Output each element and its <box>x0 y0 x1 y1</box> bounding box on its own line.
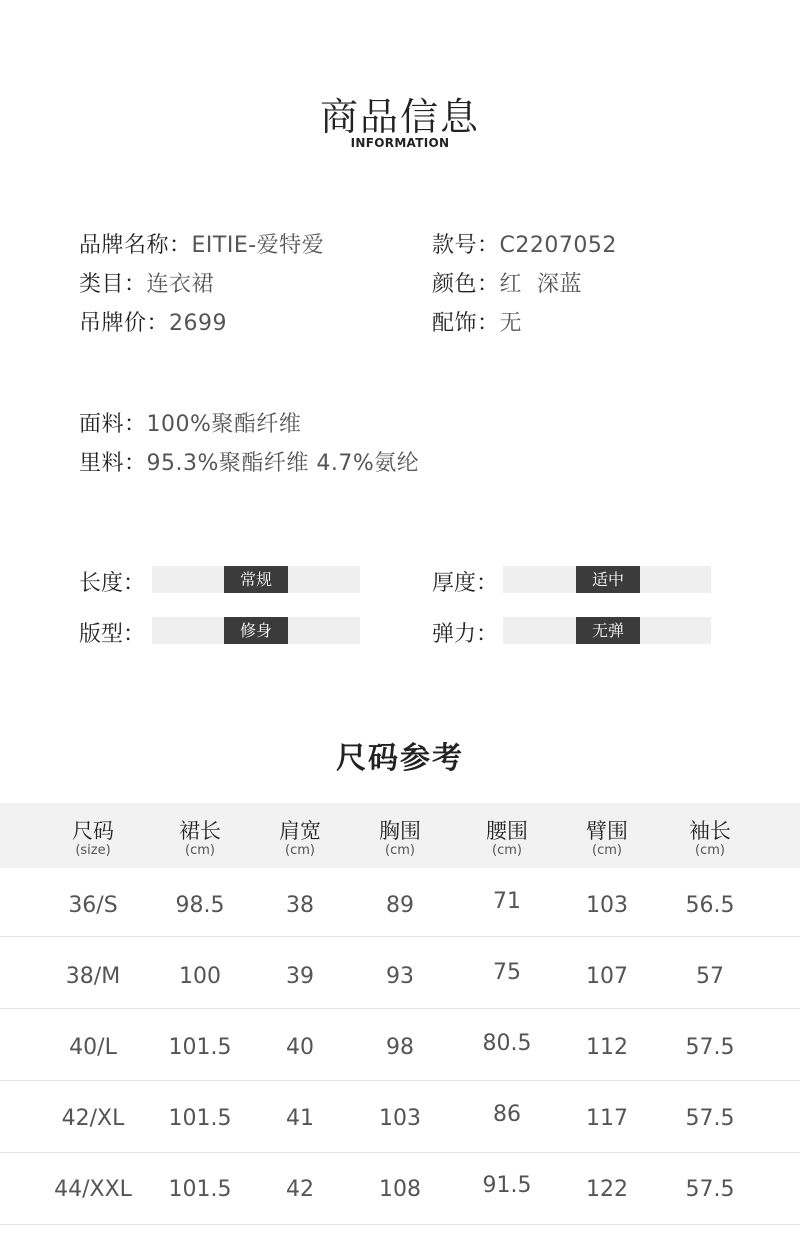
lining-fabric-label: 里料： <box>79 451 147 476</box>
table-cell: 100 <box>179 964 221 989</box>
category-value: 连衣裙 <box>146 272 215 297</box>
table-cell: 122 <box>586 1177 628 1202</box>
lining-fabric-row <box>79 446 419 477</box>
accessory-label: 配饰： <box>432 311 500 336</box>
table-cell: 101.5 <box>168 1035 232 1060</box>
page-subtitle: INFORMATION <box>350 136 450 150</box>
outer-fabric-value: 100%聚酯纤维 <box>146 412 302 437</box>
column-header: 臂围 <box>586 819 628 843</box>
table-cell: 112 <box>586 1035 628 1060</box>
column-header: 肩宽 <box>279 819 321 843</box>
table-cell: 91.5 <box>482 1173 532 1198</box>
table-cell: 57.5 <box>685 1106 735 1131</box>
table-cell: 40/L <box>69 1035 117 1060</box>
table-cell: 39 <box>286 964 314 989</box>
table-cell: 38 <box>286 893 314 918</box>
table-cell: 93 <box>386 964 414 989</box>
column-header: 腰围 <box>486 819 528 843</box>
row-divider <box>0 1224 800 1225</box>
row-divider <box>0 936 800 937</box>
table-cell: 57.5 <box>685 1177 735 1202</box>
column-unit: (cm) <box>285 843 315 858</box>
price-row <box>79 306 227 337</box>
category-label: 类目： <box>79 272 147 297</box>
brand-label: 品牌名称： <box>79 233 192 258</box>
column-header: 裙长 <box>179 819 221 843</box>
column-unit: (size) <box>75 843 111 858</box>
row-divider <box>0 1080 800 1081</box>
style-label: 款号： <box>432 233 500 258</box>
column-unit: (cm) <box>492 843 522 858</box>
table-cell: 42 <box>286 1177 314 1202</box>
column-header: 胸围 <box>379 819 421 843</box>
table-cell: 40 <box>286 1035 314 1060</box>
outer-fabric-label: 面料： <box>79 412 147 437</box>
table-cell: 107 <box>586 964 628 989</box>
row-divider <box>0 1008 800 1009</box>
table-cell: 38/M <box>65 964 121 989</box>
thickness-label: 厚度： <box>432 571 499 596</box>
table-cell: 108 <box>379 1177 421 1202</box>
color-value: 红 深蓝 <box>499 272 583 297</box>
elasticity-label: 弹力： <box>432 622 499 647</box>
fit-value-chip: 修身 <box>224 617 288 644</box>
brand-row <box>79 228 324 259</box>
thickness-value-chip: 适中 <box>576 566 640 593</box>
table-cell: 98.5 <box>175 893 225 918</box>
column-header: 袖长 <box>689 819 731 843</box>
length-label: 长度： <box>79 571 146 596</box>
column-unit: (cm) <box>592 843 622 858</box>
category-row <box>79 267 214 298</box>
color-label: 颜色： <box>432 272 500 297</box>
table-cell: 86 <box>493 1102 521 1127</box>
table-cell: 103 <box>586 893 628 918</box>
column-unit: (cm) <box>385 843 415 858</box>
style-value: C2207052 <box>499 233 617 258</box>
table-cell: 41 <box>286 1106 314 1131</box>
column-unit: (cm) <box>185 843 215 858</box>
table-cell: 44/XXL <box>54 1177 132 1202</box>
table-cell: 101.5 <box>168 1106 232 1131</box>
accessory-row <box>432 306 522 337</box>
fit-label: 版型： <box>79 622 146 647</box>
table-cell: 103 <box>379 1106 421 1131</box>
price-value: 2699 <box>169 311 228 336</box>
size-table-title: 尺码参考 <box>336 741 464 776</box>
brand-value: EITIE-爱特爱 <box>191 233 325 258</box>
table-cell: 71 <box>493 889 521 914</box>
table-cell: 89 <box>386 893 414 918</box>
table-cell: 36/S <box>68 893 118 918</box>
table-cell: 57 <box>696 964 724 989</box>
table-cell: 101.5 <box>168 1177 232 1202</box>
style-row <box>432 228 617 259</box>
price-label: 吊牌价： <box>79 311 170 336</box>
table-cell: 42/XL <box>61 1106 125 1131</box>
table-cell: 80.5 <box>482 1031 532 1056</box>
table-cell: 117 <box>586 1106 628 1131</box>
elasticity-value-chip: 无弹 <box>576 617 640 644</box>
column-unit: (cm) <box>695 843 725 858</box>
row-divider <box>0 1152 800 1153</box>
table-cell: 75 <box>493 960 521 985</box>
lining-fabric-value: 95.3%聚酯纤维 4.7%氨纶 <box>146 451 420 476</box>
accessory-value: 无 <box>499 311 523 336</box>
color-row <box>432 267 582 298</box>
table-cell: 98 <box>386 1035 414 1060</box>
outer-fabric-row <box>79 407 301 438</box>
length-value-chip: 常规 <box>224 566 288 593</box>
column-header: 尺码 <box>72 819 114 843</box>
table-cell: 56.5 <box>685 893 735 918</box>
table-cell: 57.5 <box>685 1035 735 1060</box>
page-title: 商品信息 <box>319 95 480 139</box>
